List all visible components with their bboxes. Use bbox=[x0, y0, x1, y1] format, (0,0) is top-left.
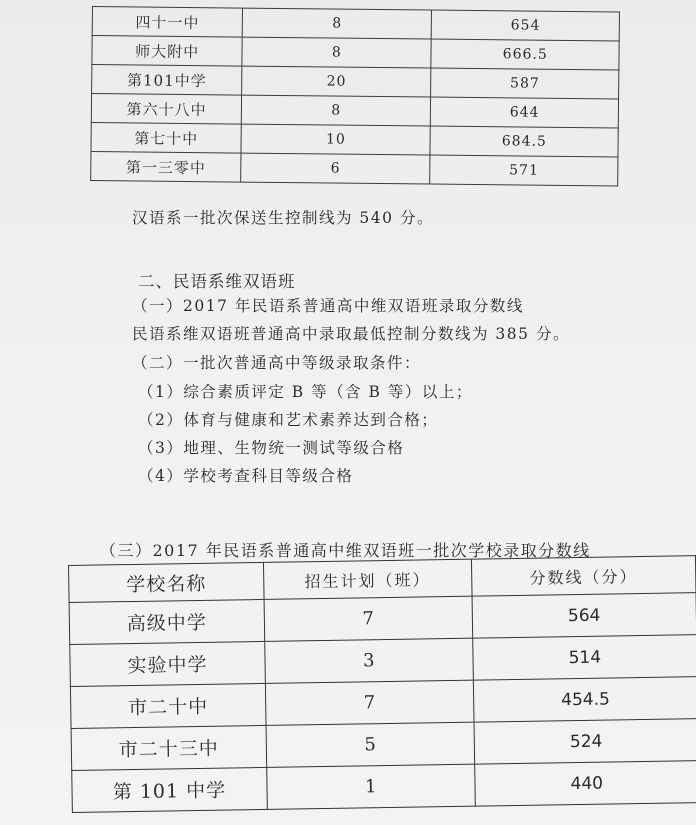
enrollment-plan-cell: 3 bbox=[265, 638, 473, 683]
condition-item: （4）学校考查科目等级合格 bbox=[138, 467, 354, 485]
school-name-cell: 第一三零中 bbox=[91, 151, 242, 182]
bilingual-score-table bbox=[68, 555, 696, 813]
enrollment-plan-cell: 10 bbox=[241, 124, 431, 155]
condition-item: （3）地理、生物统一测试等级合格 bbox=[138, 439, 405, 457]
enrollment-plan-cell: 6 bbox=[241, 153, 431, 184]
school-name-cell: 第 101 中学 bbox=[72, 767, 267, 812]
score-cell: 571 bbox=[430, 155, 618, 186]
enrollment-plan-cell: 7 bbox=[264, 596, 472, 641]
score-cell: 454.5 bbox=[473, 677, 696, 723]
subsection-heading: （一）2017 年民语系普通高中维双语班录取分数线 bbox=[132, 297, 524, 315]
section-heading: 二、民语系维双语班 bbox=[138, 272, 296, 291]
enrollment-plan-cell: 20 bbox=[242, 66, 432, 97]
enrollment-plan-cell: 8 bbox=[242, 37, 432, 68]
score-cell: 654 bbox=[432, 10, 620, 41]
school-name-cell: 第七十中 bbox=[91, 122, 242, 153]
table-caption: （三）2017 年民语系普通高中维双语班一批次学校录取分数线 bbox=[100, 541, 591, 560]
column-header-score: 分数线（分） bbox=[471, 556, 696, 597]
table-row bbox=[72, 761, 696, 813]
score-cell: 564 bbox=[472, 593, 696, 639]
score-cell: 440 bbox=[474, 761, 696, 807]
enrollment-plan-cell: 1 bbox=[267, 764, 475, 809]
school-name-cell: 师大附中 bbox=[92, 36, 243, 67]
score-cell: 644 bbox=[431, 97, 619, 128]
condition-item: （2）体育与健康和艺术素养达到合格； bbox=[138, 411, 439, 429]
score-cell: 587 bbox=[431, 68, 619, 99]
column-header-school: 学校名称 bbox=[69, 562, 264, 602]
score-cell: 514 bbox=[472, 635, 696, 681]
school-name-cell: 高级中学 bbox=[69, 599, 264, 644]
score-cell: 666.5 bbox=[431, 39, 619, 70]
column-header-plan: 招生计划（班） bbox=[263, 559, 471, 599]
score-cell: 524 bbox=[474, 719, 696, 765]
enrollment-plan-cell: 5 bbox=[266, 722, 474, 767]
enrollment-plan-cell: 8 bbox=[242, 8, 432, 39]
school-name-cell: 四十一中 bbox=[92, 7, 243, 38]
school-name-cell: 第101中学 bbox=[92, 65, 243, 96]
top-score-table bbox=[90, 6, 620, 187]
paragraph-text: 民语系维双语班普通高中录取最低控制分数线为 385 分。 bbox=[132, 325, 570, 343]
han-cutoff-note: 汉语系一批次保送生控制线为 540 分。 bbox=[132, 209, 434, 227]
school-name-cell: 第六十八中 bbox=[91, 94, 242, 125]
subsection-heading: （二）一批次普通高中等级录取条件： bbox=[132, 354, 422, 372]
school-name-cell: 市二十中 bbox=[70, 683, 265, 728]
school-name-cell: 实验中学 bbox=[70, 641, 265, 686]
enrollment-plan-cell: 7 bbox=[265, 680, 473, 725]
table-row bbox=[91, 151, 618, 186]
score-cell: 684.5 bbox=[430, 126, 618, 157]
enrollment-plan-cell: 8 bbox=[242, 95, 432, 126]
school-name-cell: 市二十三中 bbox=[71, 725, 266, 770]
condition-item: （1）综合素质评定 B 等（含 B 等）以上； bbox=[138, 383, 473, 401]
